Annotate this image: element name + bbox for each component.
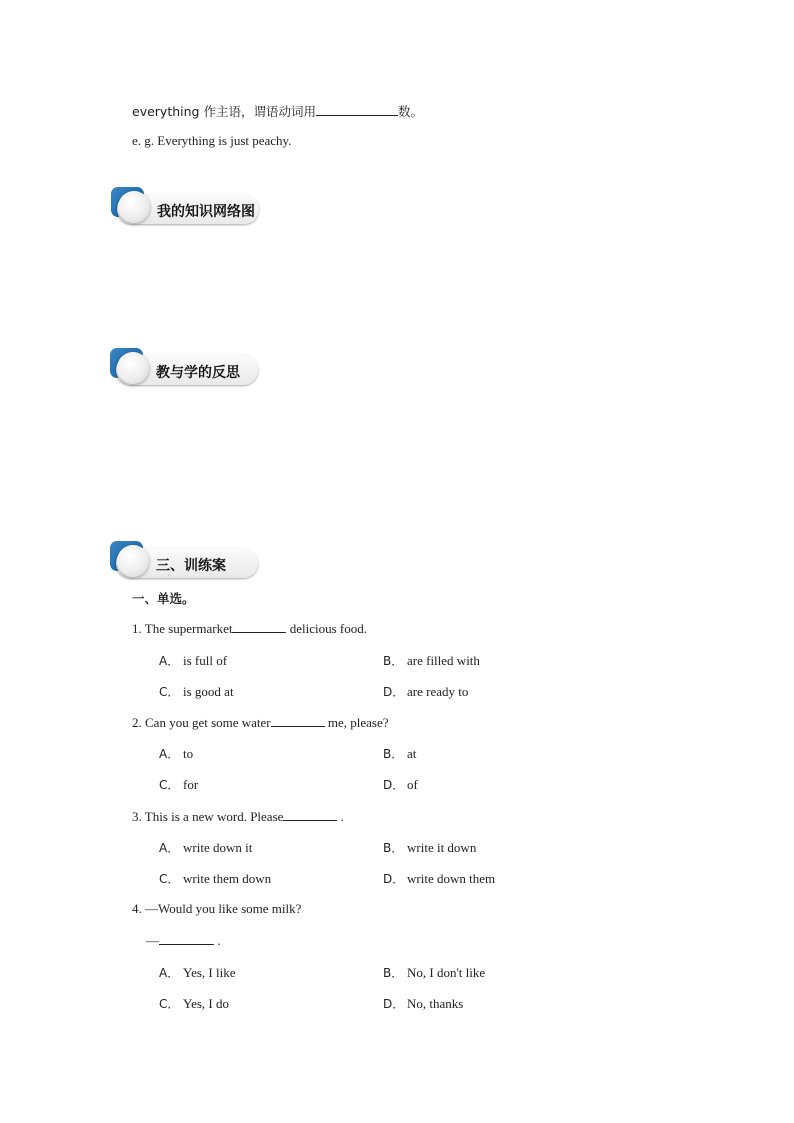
question-stem-end: . [214,933,221,948]
option-d[interactable]: D． write down them [383,871,496,886]
section-badge-reflection [110,348,265,388]
question-stem: 3. This is a new word. Please [132,809,284,824]
question-1 [132,620,367,637]
badge-circle-icon [117,352,149,384]
grammar-rule-line [132,102,423,120]
section-title: 三、训练案 [156,558,226,574]
option-d[interactable]: D． are ready to [383,684,469,699]
section-badge-training [110,541,265,581]
option-a[interactable]: A． to [159,746,194,761]
question-4: 4. —Would you like some milk? [132,901,302,916]
option-b[interactable]: B． are filled with [383,653,480,668]
exercise-heading: 一、单选。 [132,591,195,606]
question-2 [132,714,389,731]
answer-blank[interactable] [271,714,325,727]
option-c[interactable]: C． is good at [159,684,234,699]
question-stem-end: me, please? [324,715,389,730]
example-sentence: e. g. Everything is just peachy. [132,133,292,148]
answer-blank[interactable] [232,620,286,633]
option-b[interactable]: B． at [383,746,417,761]
option-c[interactable]: C． write them down [159,871,272,886]
answer-blank[interactable] [283,808,337,821]
option-d[interactable]: D． No, thanks [383,996,464,1011]
grammar-rule-prefix: everything 作主语，谓语动词用 [132,104,316,119]
option-a[interactable]: A． Yes, I like [159,965,236,980]
option-d[interactable]: D． of [383,777,418,792]
section-title: 我的知识网络图 [157,204,255,220]
question-stem-end: delicious food. [286,621,367,636]
section-title: 教与学的反思 [156,365,240,381]
option-a[interactable]: A． write down it [159,840,253,855]
answer-blank[interactable] [159,932,214,945]
answer-blank[interactable] [316,103,398,116]
section-badge-knowledge-map [111,187,266,227]
option-b[interactable]: B． write it down [383,840,477,855]
question-stem: 1. The supermarket [132,621,233,636]
option-a[interactable]: A． is full of [159,653,228,668]
question-stem-end: . [337,809,344,824]
option-c[interactable]: C． for [159,777,199,792]
option-b[interactable]: B． No, I don't like [383,965,486,980]
badge-circle-icon [118,191,150,223]
question-3 [132,808,344,825]
badge-circle-icon [117,545,149,577]
question-4-answer-line [146,932,221,949]
grammar-rule-suffix: 数。 [397,104,423,119]
dialogue-dash: — [146,933,159,948]
question-stem: 2. Can you get some water [132,715,271,730]
option-c[interactable]: C． Yes, I do [159,996,229,1011]
